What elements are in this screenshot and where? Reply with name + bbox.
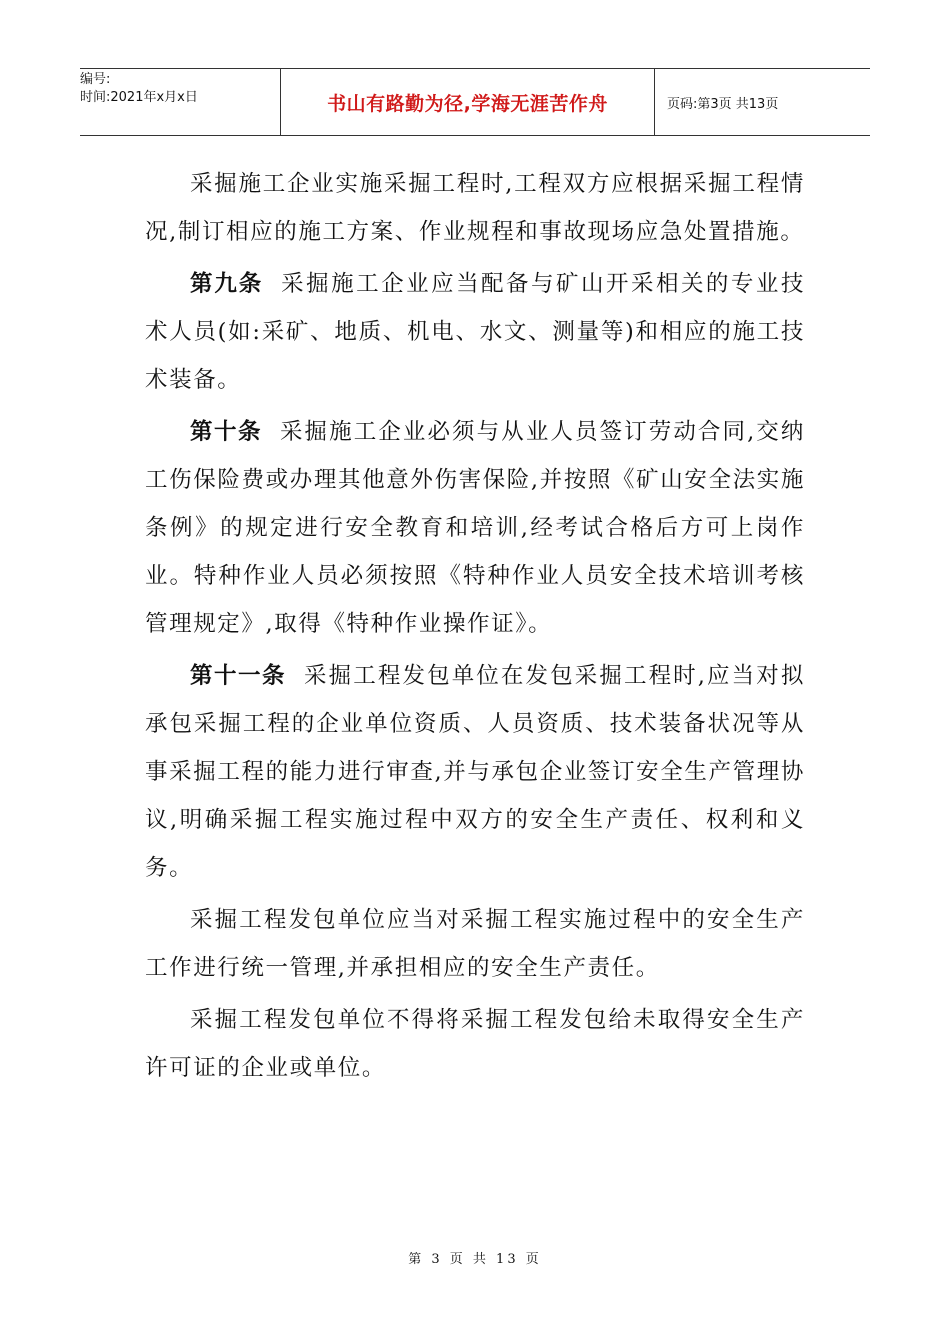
header-motto: 书山有路勤为径,学海无涯苦作舟 [281, 69, 655, 135]
article-11 [145, 652, 805, 892]
document-body [145, 160, 805, 1092]
paragraph-6 [145, 996, 805, 1092]
document-number-label: 编号: [80, 72, 111, 87]
article-heading: 第十一条 [190, 663, 287, 689]
paragraph-text: 采掘工程发包单位在发包采掘工程时,应当对拟承包采掘工程的企业单位资质、人员资质、技术装备状况等从事采掘工程的能力进行审查,并与承包企业签订安全生产管理协议,明确采掘工程实施过程中双方的安全生产责任、权利和义务。 [145, 663, 805, 881]
article-heading: 第九条 [190, 271, 264, 297]
paragraph-text: 采掘工程发包单位应当对采掘工程实施过程中的安全生产工作进行统一管理,并承担相应的安全生产责任。 [145, 907, 805, 981]
paragraph-1 [145, 160, 805, 256]
document-time-label: 时间:2021年x月x日 [80, 90, 198, 105]
header-page-info: 页码:第3页 共13页 [667, 96, 779, 112]
paragraph-text: 采掘施工企业必须与从业人员签订劳动合同,交纳工伤保险费或办理其他意外伤害保险,并按照《矿山安全法实施条例》的规定进行安全教育和培训,经考试合格后方可上岗作业。特种作业人员必须按照《特种作业人员安全技术培训考核管理规定》,取得《特种作业操作证》。 [145, 419, 805, 637]
article-10 [145, 408, 805, 648]
page-header [80, 68, 870, 136]
article-heading: 第十条 [190, 419, 262, 445]
page-footer: 第 3 页 共 13 页 [408, 1252, 542, 1267]
paragraph-text: 采掘施工企业实施采掘工程时,工程双方应根据采掘工程情况,制订相应的施工方案、作业规程和事故现场应急处置措施。 [145, 171, 805, 245]
paragraph-5 [145, 896, 805, 992]
paragraph-text: 采掘工程发包单位不得将采掘工程发包给未取得安全生产许可证的企业或单位。 [145, 1007, 805, 1081]
article-9 [145, 260, 805, 404]
paragraph-text: 采掘施工企业应当配备与矿山开采相关的专业技术人员(如:采矿、地质、机电、水文、测量等)和相应的施工技术装备。 [145, 271, 805, 393]
header-meta [80, 69, 281, 135]
